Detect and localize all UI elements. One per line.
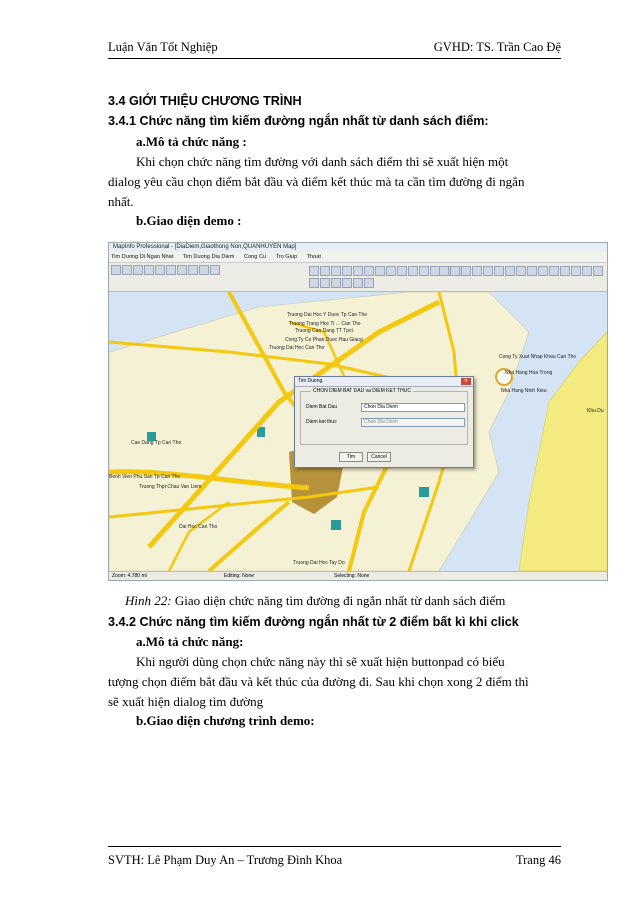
header-advisor: GVHD: TS. Trần Cao Đệ (433, 40, 561, 54)
paragraph-342-line1: Khi người dùng chọn chức năng này thì sẽ xuất hiện buttonpad có biểu (136, 654, 505, 669)
figure-number: Hình 22: (125, 593, 172, 608)
map-label: Truong Dai Hoc Can Tho (269, 345, 325, 351)
menu-item-tro-giup[interactable]: Tro Giup (275, 254, 298, 260)
map-label: Truong Cao Dang TT Tpct (295, 328, 353, 334)
map-label: Truong Thpt Chau Van Liem (139, 484, 202, 490)
map-label: Nha Hang Hoa Trong (505, 370, 553, 376)
dialog-group-label: CHON DIEM BAT DAU va DIEM KET THUC (313, 388, 411, 394)
map-label: Khu Du (587, 408, 604, 414)
dialog-group-box (300, 388, 468, 445)
paragraph-341-line2: dialog yêu cầu chọn điểm bắt đầu và điểm kết thúc mà ta cần tìm đường đi ngắn (108, 174, 525, 189)
start-point-select[interactable]: Chon Dia Diem (361, 403, 465, 412)
subsection-342-a-label: a.Mô tả chức năng: (136, 634, 244, 649)
footer-page-number: Trang 46 (515, 853, 561, 867)
app-toolbars (109, 263, 607, 292)
cancel-button[interactable]: Cancel (367, 452, 391, 462)
app-window-title: MapInfo Professional - [DiaDiem,Giaothong Non,QUANHUYEN Map] (109, 243, 607, 252)
status-zoom: Zoom: 4.780 mi (112, 573, 147, 579)
map-label: Benh Vien Phu San Tp Can Tho (109, 474, 181, 480)
toolbar-row-1 (111, 265, 220, 274)
menu-item-cong-cu[interactable]: Cong Cu (244, 254, 267, 260)
start-point-label: Diem Bat Dau (306, 404, 338, 410)
toolbar-row-2 (309, 278, 374, 287)
figure-caption (125, 593, 505, 609)
paragraph-341-line1: Khi chọn chức năng tìm đường với danh sách điểm thì sẽ xuất hiện một (136, 154, 509, 169)
map-label: Truong Dai Hoc Tay Do (293, 560, 345, 566)
subsection-342-b-label: b.Giao diện chương trình demo: (136, 713, 315, 728)
figure-caption-text: Giao diện chức năng tìm đường đi ngắn nhất từ danh sách điểm (171, 593, 506, 608)
map-label: Cao Dang Tp Can Tho (131, 440, 182, 446)
paragraph-341-line3: nhất. (108, 194, 134, 209)
status-selecting: Selecting: None (334, 573, 370, 579)
app-status-bar (109, 571, 607, 580)
subsection-342-title: 3.4.2 Chức năng tìm kiếm đường ngắn nhất từ 2 điểm bất kì khi click (108, 615, 519, 629)
section-title: 3.4 GIỚI THIỆU CHƯƠNG TRÌNH (108, 94, 302, 108)
menu-item-tim-duong-dia-diem[interactable]: Tim Duong Dia Diem (182, 254, 235, 260)
page-footer (108, 846, 561, 867)
dialog-close-icon[interactable]: ✕ (461, 378, 471, 385)
header-thesis-title: Luận Văn Tốt Nghiệp (108, 40, 218, 54)
paragraph-342-line3: sẽ xuất hiện dialog tìm đường (108, 694, 264, 709)
footer-authors: SVTH: Lê Phạm Duy An – Trương Đình Khoa (108, 853, 343, 867)
status-editing: Editing: None (224, 573, 255, 579)
app-menu-bar (109, 252, 607, 263)
subsection-341-a-label: a.Mô tả chức năng : (136, 134, 247, 149)
map-label: Truong Trung Hoc Ti ... Can Tho (289, 321, 361, 327)
paragraph-342-line2: tượng chọn điểm bắt đầu và kết thúc của đường đi. Sau khi chọn xong 2 điểm thì (108, 674, 529, 689)
end-point-select[interactable]: Chon Dia Diem (361, 418, 465, 427)
map-label: Nha Hang Ninh Kieu (501, 388, 547, 394)
map-label: Cong Ty Xuat Nhap Khau Can Tho (499, 354, 577, 360)
subsection-341-title: 3.4.1 Chức năng tìm kiếm đường ngắn nhất từ danh sách điểm: (108, 114, 489, 128)
figure-22-screenshot (108, 242, 608, 581)
find-button[interactable]: Tim (339, 452, 363, 462)
dialog-title: Tim Duong (295, 377, 473, 387)
map-label: Cong Ty Co Phan Duoc Hau Giang (285, 337, 363, 343)
map-label: Truong Dai Hoc Y Duoc Tp Can Tho (287, 312, 368, 318)
menu-item-thoat[interactable]: Thoat (306, 254, 321, 260)
end-point-label: Diem ket thuc (306, 419, 337, 425)
subsection-341-b-label: b.Giao diện demo : (136, 213, 242, 228)
map-label: Dai Hoc Can Tho (179, 524, 218, 530)
tim-duong-dialog (294, 376, 474, 468)
page-header (108, 40, 561, 59)
toolbar-drawing-tools (439, 266, 603, 275)
menu-item-tim-duong-ngan-nhat[interactable]: Tim Duong Di Ngan Nhat (111, 254, 174, 260)
